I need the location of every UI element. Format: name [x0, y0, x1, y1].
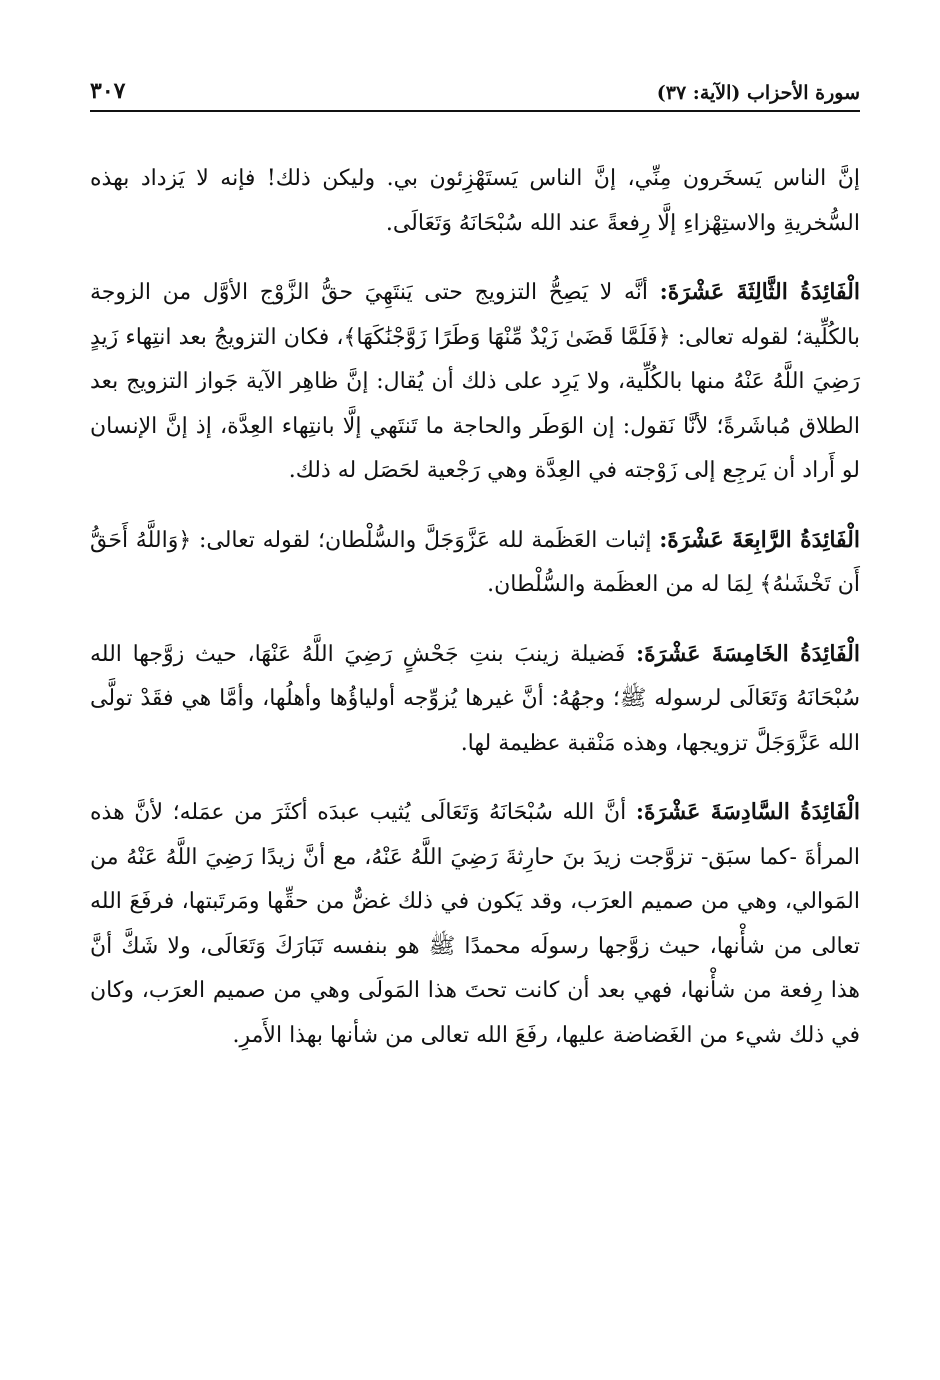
benefit-heading: الْفَائِدَةُ الرَّابِعَةَ عَشْرَةَ: [659, 526, 860, 553]
book-page [90, 78, 860, 1082]
page-body [90, 156, 860, 1058]
running-header [90, 78, 860, 112]
paragraph-benefit-13 [90, 270, 860, 494]
page-number: ٣٠٧ [90, 78, 126, 104]
paragraph-text: فَضيلة زينبَ بنتِ جَحْشٍ رَضِيَ اللَّهُ عَنْهَا، حيث زوَّجها الله سُبْحَانَهُ وَتَعَالَى لرسوله ﷺ؛ وجهُهُ: أنَّ غيرها يُزوِّجه أولياؤُها وأهلُها، وأمَّا هي فقَدْ تولَّى الله عَزَّوَجَلَّ تزويجها، وهذه مَنْقبة عظيمة لها. [90, 641, 860, 756]
surah-title: سورة الأحزاب (الآية: ٣٧) [656, 82, 860, 104]
paragraph-benefit-14 [90, 518, 860, 608]
paragraph-benefit-15 [90, 632, 860, 767]
paragraph-text: إنَّ الناس يَسخَرون مِنِّي، إنَّ الناس يَستَهْزِئون بي. وليكن ذلك! فإنه لا يَزداد بهذه السُّخريةِ والاستِهْزاءِ إلَّا رِفعةً عند الله سُبْحَانَهُ وَتَعَالَى. [90, 166, 860, 236]
benefit-heading: الْفَائِدَةُ السَّادِسَةَ عَشْرَةَ: [635, 799, 860, 825]
paragraph-intro [90, 156, 860, 246]
benefit-heading: الْفَائِدَةُ الثَّالِثَةَ عَشْرَةَ: [659, 279, 860, 305]
paragraph-text: أنَّ الله سُبْحَانَهُ وَتَعَالَى يُثيب عبدَه أكثَرَ من عمَله؛ لأنَّ هذه المرأةَ -كما سبَق- تزوَّجت زيدَ بنَ حارِثةَ رَضِيَ اللَّهُ عَنْهُ، مع أنَّ زيدًا رَضِيَ اللَّهُ عَنْهُ من المَوالي، وهي من صميم العرَب، وقد يَكون في ذلك غضٌّ من حقِّها ومَرتَبتها، فرفَعَ الله تعالى من شأْنها، حيث زوَّجها رسولَه محمدًا ﷺ هو بنفسه تَبَارَكَ وَتَعَالَى، ولا شَكَّ أنَّ هذا رِفعة من شأْنها، فهي بعد أن كانت تحتَ هذا المَولَى وهي من صميم العرَب، وكان في ذلك شيء من الغَضاضة عليها، رفَعَ الله تعالى من شأنها بهذا الأَمرِ. [90, 800, 860, 1048]
paragraph-text: أنَّه لا يَصِحُّ التزويج حتى يَنتَهِيَ حقُّ الزَّوْج الأوَّل من الزوجة بالكُلِّية؛ لقوله تعالى: ﴿فَلَمَّا قَضَىٰ زَيْدٌ مِّنْهَا وَطَرًا زَوَّجْنَٰكَهَا﴾، فكان التزويجُ بعد انتِهاء زَيدٍ رَضِيَ اللَّهُ عَنْهُ منها بالكُلِّية، ولا يَرِد على ذلك أن يُقال: إنَّ ظاهِر الآية جَواز التزويج بعد الطلاق مُباشَرةً؛ لأنَّا نَقول: إن الوَطَر والحاجة ما تَنتَهي إلَّا بانتِهاء العِدَّة، إذ إنَّ الإنسان لو أَراد أن يَرجِع إلى زَوْجته في العِدَّة وهي رَجْعية لحَصَل له ذلك. [90, 280, 860, 483]
paragraph-benefit-16 [90, 790, 860, 1058]
benefit-heading: الْفَائِدَةُ الخَامِسَةَ عَشْرَةَ: [635, 640, 860, 667]
paragraph-text: إثبات العَظَمة لله عَزَّوَجَلَّ والسُّلْطان؛ لقوله تعالى: ﴿وَاللَّهُ أَحَقُّ أَن تَخْشَىٰهُ﴾ لِمَا له من العظَمة والسُّلْطان. [90, 527, 860, 597]
